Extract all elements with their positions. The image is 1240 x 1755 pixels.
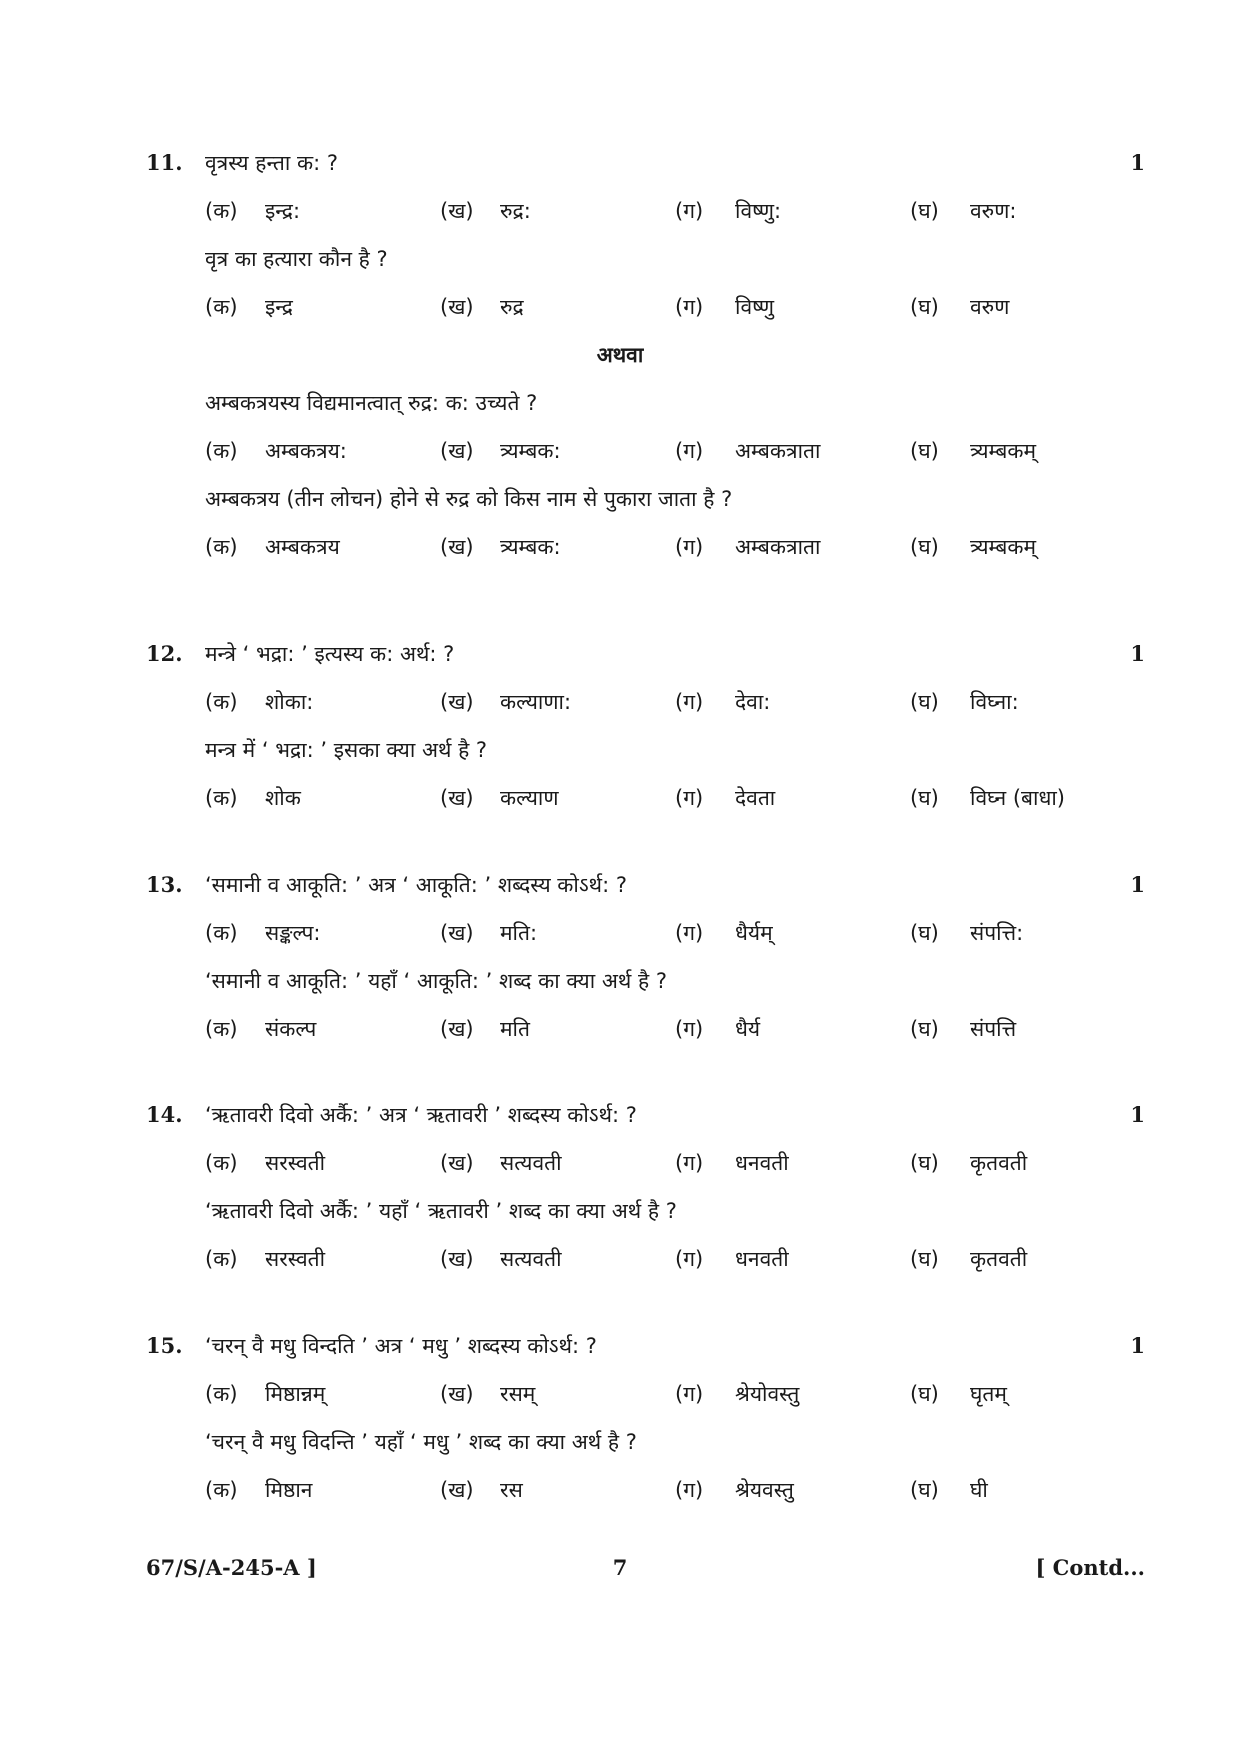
option-ga [675, 431, 820, 471]
options-hindi [0, 1470, 1240, 1510]
option-gha [910, 682, 1019, 722]
option-ga [675, 1239, 789, 1279]
option-gha [910, 1470, 988, 1510]
option-label: (ख) [440, 199, 474, 223]
option-gha [910, 431, 1036, 471]
option-text: अम्बकत्राता [735, 439, 821, 463]
option-label: (घ) [910, 690, 939, 714]
option-text: त्र्यम्बकम् [970, 535, 1037, 559]
option-text: त्र्यम्बक: [500, 535, 561, 559]
option-ka [205, 1239, 325, 1279]
options-sanskrit [0, 682, 1240, 722]
option-text: धनवती [735, 1247, 789, 1271]
option-label: (क) [205, 1478, 238, 1502]
option-ka [205, 191, 300, 231]
continued-label: [ Contd... [1035, 1555, 1145, 1580]
options-sanskrit [0, 913, 1240, 953]
options-hindi [0, 1009, 1240, 1049]
option-label: (घ) [910, 921, 939, 945]
question-marks: 1 [1130, 641, 1145, 666]
option-text: धैर्यम् [735, 921, 773, 945]
question-text-hindi: वृत्र का हत्यारा कौन है ? [205, 247, 388, 271]
options-sanskrit [0, 191, 1240, 231]
option-label: (ख) [440, 1478, 474, 1502]
option-text: इन्द्र: [265, 199, 301, 223]
question-text-sanskrit: ‘ऋतावरी दिवो अर्कै: ’ अत्र ‘ ऋतावरी ’ शब्दस्य कोऽर्थ: ? [205, 1103, 637, 1127]
alt-question-text-sanskrit: अम्बकत्रयस्य विद्यमानत्वात् रुद्र: क: उच्यते ? [205, 391, 538, 415]
option-label: (ख) [440, 1151, 474, 1175]
option-text: सङ्कल्प: [265, 921, 321, 945]
option-label: (क) [205, 690, 238, 714]
option-gha [910, 778, 1065, 818]
option-ka [205, 778, 301, 818]
option-text: संकल्प [265, 1017, 317, 1041]
option-text: घृतम् [970, 1382, 1007, 1406]
option-label: (घ) [910, 295, 939, 319]
option-ka [205, 1470, 312, 1510]
option-text: सरस्वती [265, 1151, 326, 1175]
option-label: (क) [205, 439, 238, 463]
option-kha [440, 682, 571, 722]
option-ka [205, 682, 313, 722]
page-number: 7 [612, 1555, 628, 1580]
option-label: (ग) [675, 439, 704, 463]
option-label: (क) [205, 1017, 238, 1041]
option-ka [205, 1009, 316, 1049]
option-label: (घ) [910, 1247, 939, 1271]
option-label: (ग) [675, 1382, 704, 1406]
option-ga [675, 1009, 760, 1049]
option-ka [205, 527, 340, 567]
option-text: मिष्ठान्नम् [265, 1382, 326, 1406]
option-ga [675, 191, 781, 231]
option-label: (ग) [675, 295, 704, 319]
option-ka [205, 1143, 325, 1183]
page-footer [0, 1548, 1240, 1588]
option-text: रुद्र [500, 295, 524, 319]
option-text: कल्याण [500, 786, 559, 810]
option-gha [910, 1239, 1027, 1279]
option-text: रुद्र: [500, 199, 531, 223]
option-ga [675, 527, 820, 567]
option-ka [205, 1374, 325, 1414]
option-ka [205, 913, 321, 953]
option-text: श्रेयवस्तु [735, 1478, 794, 1502]
question-number: 11. [146, 150, 183, 175]
option-ga [675, 682, 770, 722]
option-label: (क) [205, 786, 238, 810]
option-text: सत्यवती [500, 1151, 562, 1175]
option-gha [910, 913, 1023, 953]
question-text-sanskrit: ‘समानी व आकूति: ’ अत्र ‘ आकूति: ’ शब्दस्य कोऽर्थ: ? [205, 873, 627, 897]
alt-options-hindi [0, 527, 1240, 567]
option-label: (घ) [910, 1382, 939, 1406]
question-number: 13. [146, 872, 183, 897]
option-kha [440, 1470, 523, 1510]
option-ga [675, 1143, 789, 1183]
option-text: वरुण: [970, 199, 1017, 223]
question-number: 12. [146, 641, 183, 666]
option-text: विष्णु: [735, 199, 782, 223]
options-sanskrit [0, 1143, 1240, 1183]
option-text: अम्बकत्राता [735, 535, 821, 559]
question-text-hindi: मन्त्र में ‘ भद्रा: ’ इसका क्या अर्थ है ? [205, 738, 488, 762]
question-line [0, 865, 1240, 905]
option-ga [675, 1374, 799, 1414]
option-text: शोका: [265, 690, 314, 714]
option-kha [440, 527, 561, 567]
option-text: देवता [735, 786, 776, 810]
option-text: मति [500, 1017, 530, 1041]
option-label: (ग) [675, 1017, 704, 1041]
option-label: (ग) [675, 786, 704, 810]
option-ga [675, 778, 775, 818]
option-ga [675, 1470, 794, 1510]
option-text: रस [500, 1478, 523, 1502]
option-kha [440, 913, 537, 953]
option-kha [440, 431, 561, 471]
question-number: 14. [146, 1102, 183, 1127]
option-text: संपत्ति [970, 1017, 1017, 1041]
question-line [0, 143, 1240, 183]
question-text-sanskrit: ‘चरन् वै मधु विन्दति ’ अत्र ‘ मधु ’ शब्दस्य कोऽर्थ: ? [205, 1334, 597, 1358]
option-text: त्र्यम्बक: [500, 439, 561, 463]
question-marks: 1 [1130, 150, 1145, 175]
option-gha [910, 1009, 1016, 1049]
option-text: शोक [265, 786, 301, 810]
option-label: (क) [205, 1151, 238, 1175]
option-label: (घ) [910, 786, 939, 810]
option-gha [910, 527, 1036, 567]
option-label: (क) [205, 199, 238, 223]
option-gha [910, 287, 1009, 327]
question-text-hindi: ‘चरन् वै मधु विदन्ति ’ यहाँ ‘ मधु ’ शब्द का क्या अर्थ है ? [205, 1430, 637, 1454]
option-text: अम्बकत्रय [265, 535, 340, 559]
option-text: वरुण [970, 295, 1010, 319]
option-text: रसम् [500, 1382, 536, 1406]
option-label: (घ) [910, 439, 939, 463]
option-kha [440, 1239, 562, 1279]
question-line [0, 1326, 1240, 1366]
question-text-sanskrit: वृत्रस्य हन्ता क: ? [205, 151, 339, 175]
option-label: (ख) [440, 1247, 474, 1271]
question-text-hindi: ‘ऋतावरी दिवो अर्कै: ’ यहाँ ‘ ऋतावरी ’ शब्द का क्या अर्थ है ? [205, 1199, 677, 1223]
option-kha [440, 1009, 530, 1049]
option-label: (ग) [675, 690, 704, 714]
option-gha [910, 191, 1017, 231]
option-label: (क) [205, 1247, 238, 1271]
option-text: धैर्य [735, 1017, 761, 1041]
option-text: त्र्यम्बकम् [970, 439, 1037, 463]
or-separator: अथवा [596, 343, 644, 367]
option-label: (क) [205, 295, 238, 319]
option-label: (घ) [910, 1017, 939, 1041]
option-text: सरस्वती [265, 1247, 326, 1271]
alt-question-text-hindi: अम्बकत्रय (तीन लोचन) होने से रुद्र को किस नाम से पुकारा जाता है ? [205, 487, 733, 511]
option-label: (ख) [440, 439, 474, 463]
option-text: मति: [500, 921, 538, 945]
question-marks: 1 [1130, 1333, 1145, 1358]
option-ka [205, 431, 347, 471]
option-text: श्रेयोवस्तु [735, 1382, 800, 1406]
option-text: अम्बकत्रय: [265, 439, 347, 463]
question-marks: 1 [1130, 1102, 1145, 1127]
option-kha [440, 778, 559, 818]
option-label: (घ) [910, 1151, 939, 1175]
option-label: (क) [205, 921, 238, 945]
option-text: विष्णु [735, 295, 775, 319]
option-label: (ग) [675, 199, 704, 223]
option-text: धनवती [735, 1151, 789, 1175]
option-text: घी [970, 1478, 988, 1502]
option-text: मिष्ठान [265, 1478, 313, 1502]
option-label: (ग) [675, 921, 704, 945]
option-label: (ख) [440, 921, 474, 945]
option-text: कृतवती [970, 1151, 1028, 1175]
option-text: संपत्ति: [970, 921, 1024, 945]
option-label: (घ) [910, 199, 939, 223]
question-text-hindi: ‘समानी व आकूति: ’ यहाँ ‘ आकूति: ’ शब्द का क्या अर्थ है ? [205, 969, 667, 993]
option-label: (ख) [440, 535, 474, 559]
option-kha [440, 191, 531, 231]
option-text: विघ्न (बाधा) [970, 786, 1065, 810]
option-kha [440, 287, 524, 327]
options-hindi [0, 778, 1240, 818]
option-text: देवा: [735, 690, 771, 714]
option-text: विघ्ना: [970, 690, 1019, 714]
option-label: (ग) [675, 1151, 704, 1175]
option-label: (ग) [675, 1247, 704, 1271]
option-label: (घ) [910, 535, 939, 559]
option-text: सत्यवती [500, 1247, 562, 1271]
option-text: कल्याणा: [500, 690, 572, 714]
option-label: (क) [205, 1382, 238, 1406]
option-label: (ख) [440, 1382, 474, 1406]
option-ga [675, 287, 774, 327]
option-label: (ख) [440, 786, 474, 810]
option-label: (ख) [440, 1017, 474, 1041]
option-label: (ग) [675, 535, 704, 559]
option-label: (घ) [910, 1478, 939, 1502]
option-gha [910, 1143, 1027, 1183]
question-number: 15. [146, 1333, 183, 1358]
question-marks: 1 [1130, 872, 1145, 897]
question-line [0, 1095, 1240, 1135]
options-hindi [0, 1239, 1240, 1279]
option-kha [440, 1143, 562, 1183]
option-kha [440, 1374, 535, 1414]
options-sanskrit [0, 1374, 1240, 1414]
alt-options-sanskrit [0, 431, 1240, 471]
paper-code: 67/S/A-245-A ] [146, 1555, 317, 1580]
option-gha [910, 1374, 1007, 1414]
option-label: (ग) [675, 1478, 704, 1502]
option-label: (क) [205, 535, 238, 559]
options-hindi [0, 287, 1240, 327]
option-ka [205, 287, 293, 327]
option-label: (ख) [440, 690, 474, 714]
option-text: कृतवती [970, 1247, 1028, 1271]
question-text-sanskrit: मन्त्रे ‘ भद्रा: ’ इत्यस्य क: अर्थ: ? [205, 642, 455, 666]
option-ga [675, 913, 773, 953]
option-text: इन्द्र [265, 295, 293, 319]
option-label: (ख) [440, 295, 474, 319]
question-line [0, 634, 1240, 674]
